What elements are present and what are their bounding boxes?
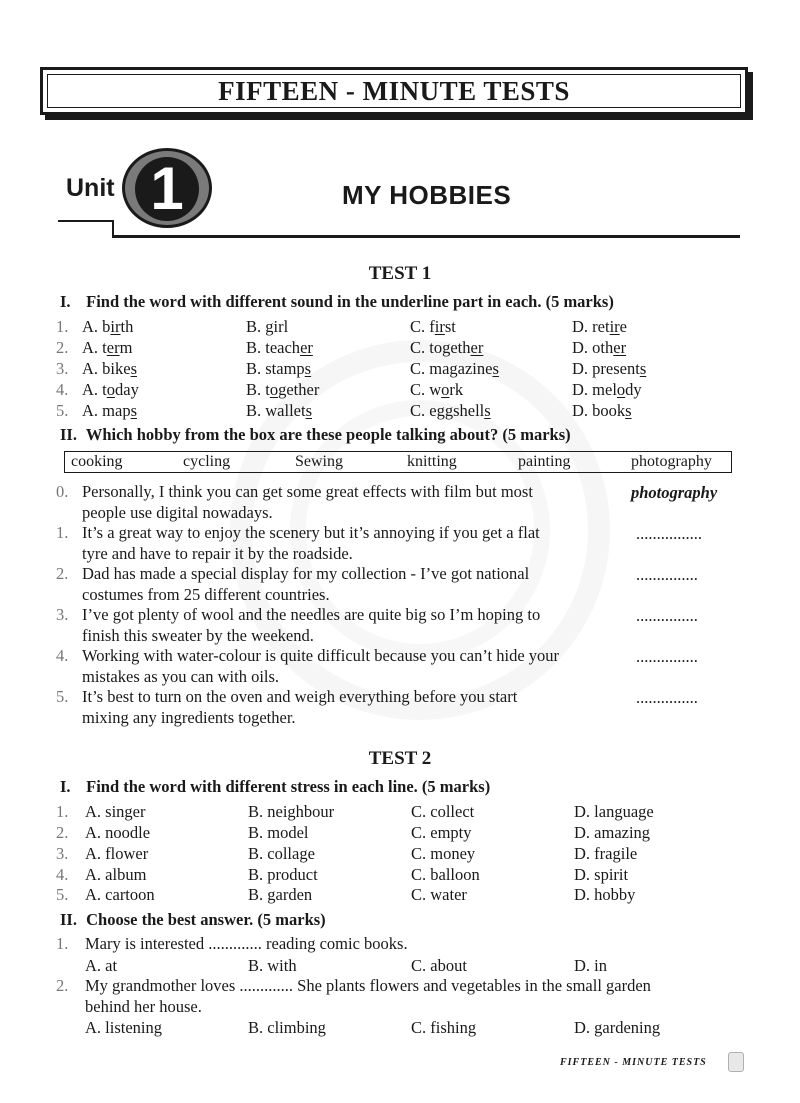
section-instruction: Find the word with different sound in the underline part in each. (5 marks): [86, 292, 614, 311]
statement-line-2: mistakes as you can with oils.: [82, 666, 280, 686]
statement-item: [56, 523, 622, 564]
underlined-part: ir: [434, 317, 445, 336]
answer-options: [56, 956, 756, 977]
option-row: [56, 380, 756, 401]
option-row: [56, 317, 756, 338]
item-number: 0.: [56, 482, 69, 501]
underlined-part: s: [304, 359, 312, 378]
answer-options: [56, 1018, 756, 1039]
option-suffix: st: [444, 317, 456, 336]
option: [410, 380, 463, 400]
underlined-part: g: [265, 317, 274, 336]
statement-item: [56, 646, 622, 687]
underlined-part: ir: [110, 317, 121, 336]
option-row: [56, 823, 756, 844]
option-prefix: D. oth: [572, 338, 614, 357]
unit-badge-inner: [135, 157, 199, 221]
option-prefix: D. mel: [572, 380, 617, 399]
test1-section1-heading: [60, 292, 614, 312]
option: D. gardening: [574, 1018, 661, 1037]
underlined-part: s: [492, 359, 499, 378]
option: D. amazing: [574, 823, 651, 842]
statement-line-1: Dad has made a special display for my collection - I’ve got national: [82, 564, 530, 583]
statement-item: [56, 605, 622, 646]
unit-rule-long: [112, 235, 740, 238]
option-prefix: C. w: [410, 380, 442, 399]
answer-blank: ...............: [636, 647, 698, 666]
option-suffix: e: [619, 317, 627, 336]
option: C. water: [411, 885, 467, 904]
option: A. singer: [85, 802, 146, 821]
option-suffix: th: [120, 317, 134, 336]
option-prefix: B. teach: [246, 338, 301, 357]
option-suffix: day: [115, 380, 139, 399]
option-prefix: C. togeth: [410, 338, 471, 357]
underlined-part: s: [130, 401, 137, 420]
test1-title: TEST 1: [368, 263, 432, 284]
option: D. fragile: [574, 844, 638, 863]
item-number: 5.: [56, 687, 69, 706]
underlined-part: er: [300, 338, 313, 357]
section-instruction: Find the word with different stress in each line. (5 marks): [86, 777, 491, 796]
unit-number: 1: [150, 155, 184, 222]
item-number: 2.: [56, 976, 69, 995]
item-number: 1.: [56, 317, 69, 336]
test1-section2-heading: [60, 425, 571, 445]
section-number: I.: [60, 777, 71, 796]
option: [410, 338, 483, 358]
statement-item: [56, 687, 622, 728]
option: A. flower: [85, 844, 149, 863]
question: [56, 976, 746, 1017]
option: A. album: [85, 865, 147, 884]
statement-line-2: finish this sweater by the weekend.: [82, 625, 314, 645]
option-prefix: D. present: [572, 359, 640, 378]
option-prefix: B. stamp: [246, 359, 305, 378]
statement-line-2: mixing any ingredients together.: [82, 707, 296, 727]
option: B. with: [248, 956, 297, 975]
option: [246, 359, 311, 379]
option: B. climbing: [248, 1018, 326, 1037]
option: [82, 401, 137, 421]
option: B. model: [248, 823, 309, 842]
option-suffix: m: [119, 338, 133, 357]
underlined-part: er: [470, 338, 484, 357]
option: [410, 359, 499, 379]
option-row: [56, 844, 756, 865]
underlined-part: s: [305, 401, 312, 420]
option: [572, 317, 627, 337]
option: D. in: [574, 956, 607, 975]
item-number: 4.: [56, 380, 69, 399]
option: [246, 317, 288, 337]
item-number: 4.: [56, 865, 69, 884]
answer-blank: ...............: [636, 565, 698, 584]
option: C. empty: [411, 823, 472, 842]
option: D. hobby: [574, 885, 636, 904]
item-number: 3.: [56, 359, 69, 378]
option: B. product: [248, 865, 318, 884]
item-number: 5.: [56, 401, 69, 420]
option-prefix: C. magazine: [410, 359, 493, 378]
option-row: [56, 802, 756, 823]
statement-line-1: It’s best to turn on the oven and weigh everything before you start: [82, 687, 518, 706]
underlined-part: er: [106, 338, 120, 357]
unit-number-badge: [122, 148, 212, 228]
option-prefix: A. t: [82, 380, 107, 399]
section-instruction: Choose the best answer. (5 marks): [86, 910, 326, 929]
statement-line-1: Working with water-colour is quite difficult because you can’t hide your: [82, 646, 560, 665]
option: D. language: [574, 802, 654, 821]
statement-line-1: It’s a great way to enjoy the scenery but it’s annoying if you get a flat: [82, 523, 540, 542]
option: A. at: [85, 956, 118, 975]
statement-line-1: I’ve got plenty of wool and the needles are quite big so I’m hoping to: [82, 605, 541, 624]
unit-rule-short: [58, 220, 114, 222]
option-suffix: rk: [449, 380, 464, 399]
option: C. collect: [411, 802, 475, 821]
section-number: II.: [60, 910, 77, 929]
option-prefix: B.: [246, 317, 266, 336]
underlined-part: o: [269, 380, 279, 399]
option: D. spirit: [574, 865, 629, 884]
option: [82, 380, 139, 400]
item-number: 3.: [56, 844, 69, 863]
footer-page-tab: [728, 1052, 744, 1072]
option: B. garden: [248, 885, 313, 904]
underlined-part: s: [484, 401, 491, 420]
item-number: 2.: [56, 338, 69, 357]
option: A. listening: [85, 1018, 162, 1037]
test2-section2-heading: [60, 910, 326, 930]
option: [82, 338, 132, 358]
hobby-word-box: [64, 451, 732, 473]
option-prefix: C. eggshell: [410, 401, 485, 420]
unit-title: MY HOBBIES: [342, 180, 512, 210]
question-line-1: Mary is interested ............. reading comic books.: [85, 934, 408, 953]
option-row: [56, 359, 756, 380]
footer-running-title: FIFTEEN - MINUTE TESTS: [560, 1057, 707, 1068]
example-answer: photography: [631, 483, 718, 502]
option-suffix: irl: [273, 317, 289, 336]
hobby-word: painting: [518, 453, 571, 470]
option: C. balloon: [411, 865, 480, 884]
option-prefix: A. bike: [82, 359, 131, 378]
statement-line-1: Personally, I think you can get some great effects with film but most: [82, 482, 533, 501]
underlined-part: s: [130, 359, 137, 378]
underlined-part: ir: [609, 317, 620, 336]
underlined-part: o: [441, 380, 450, 399]
section-number: I.: [60, 292, 71, 311]
hobby-word: knitting: [407, 453, 457, 470]
item-number: 1.: [56, 523, 69, 542]
underlined-part: o: [106, 380, 115, 399]
option: [246, 338, 313, 358]
option: [410, 401, 491, 421]
question-line-2: behind her house.: [85, 996, 202, 1016]
option-prefix: A. t: [82, 338, 107, 357]
option: [246, 401, 312, 421]
option: [410, 317, 456, 337]
section-number: II.: [60, 425, 77, 444]
option-row: [56, 885, 756, 906]
option: [572, 401, 632, 421]
option: A. noodle: [85, 823, 151, 842]
item-number: 2.: [56, 564, 69, 583]
option: B. collage: [248, 844, 315, 863]
item-number: 5.: [56, 885, 69, 904]
answer-blank: ................: [636, 524, 702, 543]
option: C. about: [411, 956, 467, 975]
hobby-word: Sewing: [295, 453, 343, 470]
item-number: 3.: [56, 605, 69, 624]
option-row: [56, 865, 756, 886]
underlined-part: s: [625, 401, 632, 420]
header-banner: [40, 67, 748, 115]
hobby-word: cycling: [183, 453, 231, 470]
option-prefix: A. b: [82, 317, 111, 336]
option-suffix: dy: [625, 380, 642, 399]
option-prefix: D. ret: [572, 317, 610, 336]
statement-line-2: people use digital nowadays.: [82, 502, 273, 522]
option-prefix: C. f: [410, 317, 435, 336]
section-instruction: Which hobby from the box are these people talking about? (5 marks): [85, 425, 571, 444]
option: B. neighbour: [248, 802, 335, 821]
option: C. money: [411, 844, 476, 863]
hobby-word: photography: [631, 453, 712, 470]
option-prefix: D. book: [572, 401, 626, 420]
test2-section1-heading: [60, 777, 490, 797]
item-number: 1.: [56, 802, 69, 821]
statement-item: [56, 564, 622, 605]
option-prefix: B. t: [246, 380, 270, 399]
test2-title: TEST 2: [368, 748, 432, 769]
answer-blank: ...............: [636, 606, 698, 625]
unit-label: Unit: [66, 174, 115, 202]
option: [82, 359, 137, 379]
hobby-word: cooking: [71, 453, 123, 470]
underlined-part: er: [613, 338, 627, 357]
option: A. cartoon: [85, 885, 155, 904]
banner-title: FIFTEEN - MINUTE TESTS: [218, 75, 570, 106]
answer-blank: ...............: [636, 688, 698, 707]
statement-item: [56, 482, 622, 523]
item-number: 1.: [56, 934, 69, 953]
question-line-1: My grandmother loves ............. She plants flowers and vegetables in the small garden: [85, 976, 651, 995]
option-prefix: A. map: [82, 401, 131, 420]
option: [572, 359, 646, 379]
item-number: 2.: [56, 823, 69, 842]
underlined-part: s: [639, 359, 647, 378]
option: [246, 380, 319, 400]
item-number: 4.: [56, 646, 69, 665]
option-row: [56, 401, 756, 422]
option-row: [56, 338, 756, 359]
option-suffix: gether: [278, 380, 320, 399]
option-prefix: B. wallet: [246, 401, 306, 420]
statement-line-2: costumes from 25 different countries.: [82, 584, 330, 604]
underlined-part: o: [616, 380, 626, 399]
statement-line-2: tyre and have to repair it by the roadside.: [82, 543, 353, 563]
question: [56, 934, 746, 955]
option: [82, 317, 133, 337]
option: C. fishing: [411, 1018, 477, 1037]
option: [572, 380, 642, 400]
option: [572, 338, 626, 358]
unit-rule-step: [112, 220, 114, 236]
